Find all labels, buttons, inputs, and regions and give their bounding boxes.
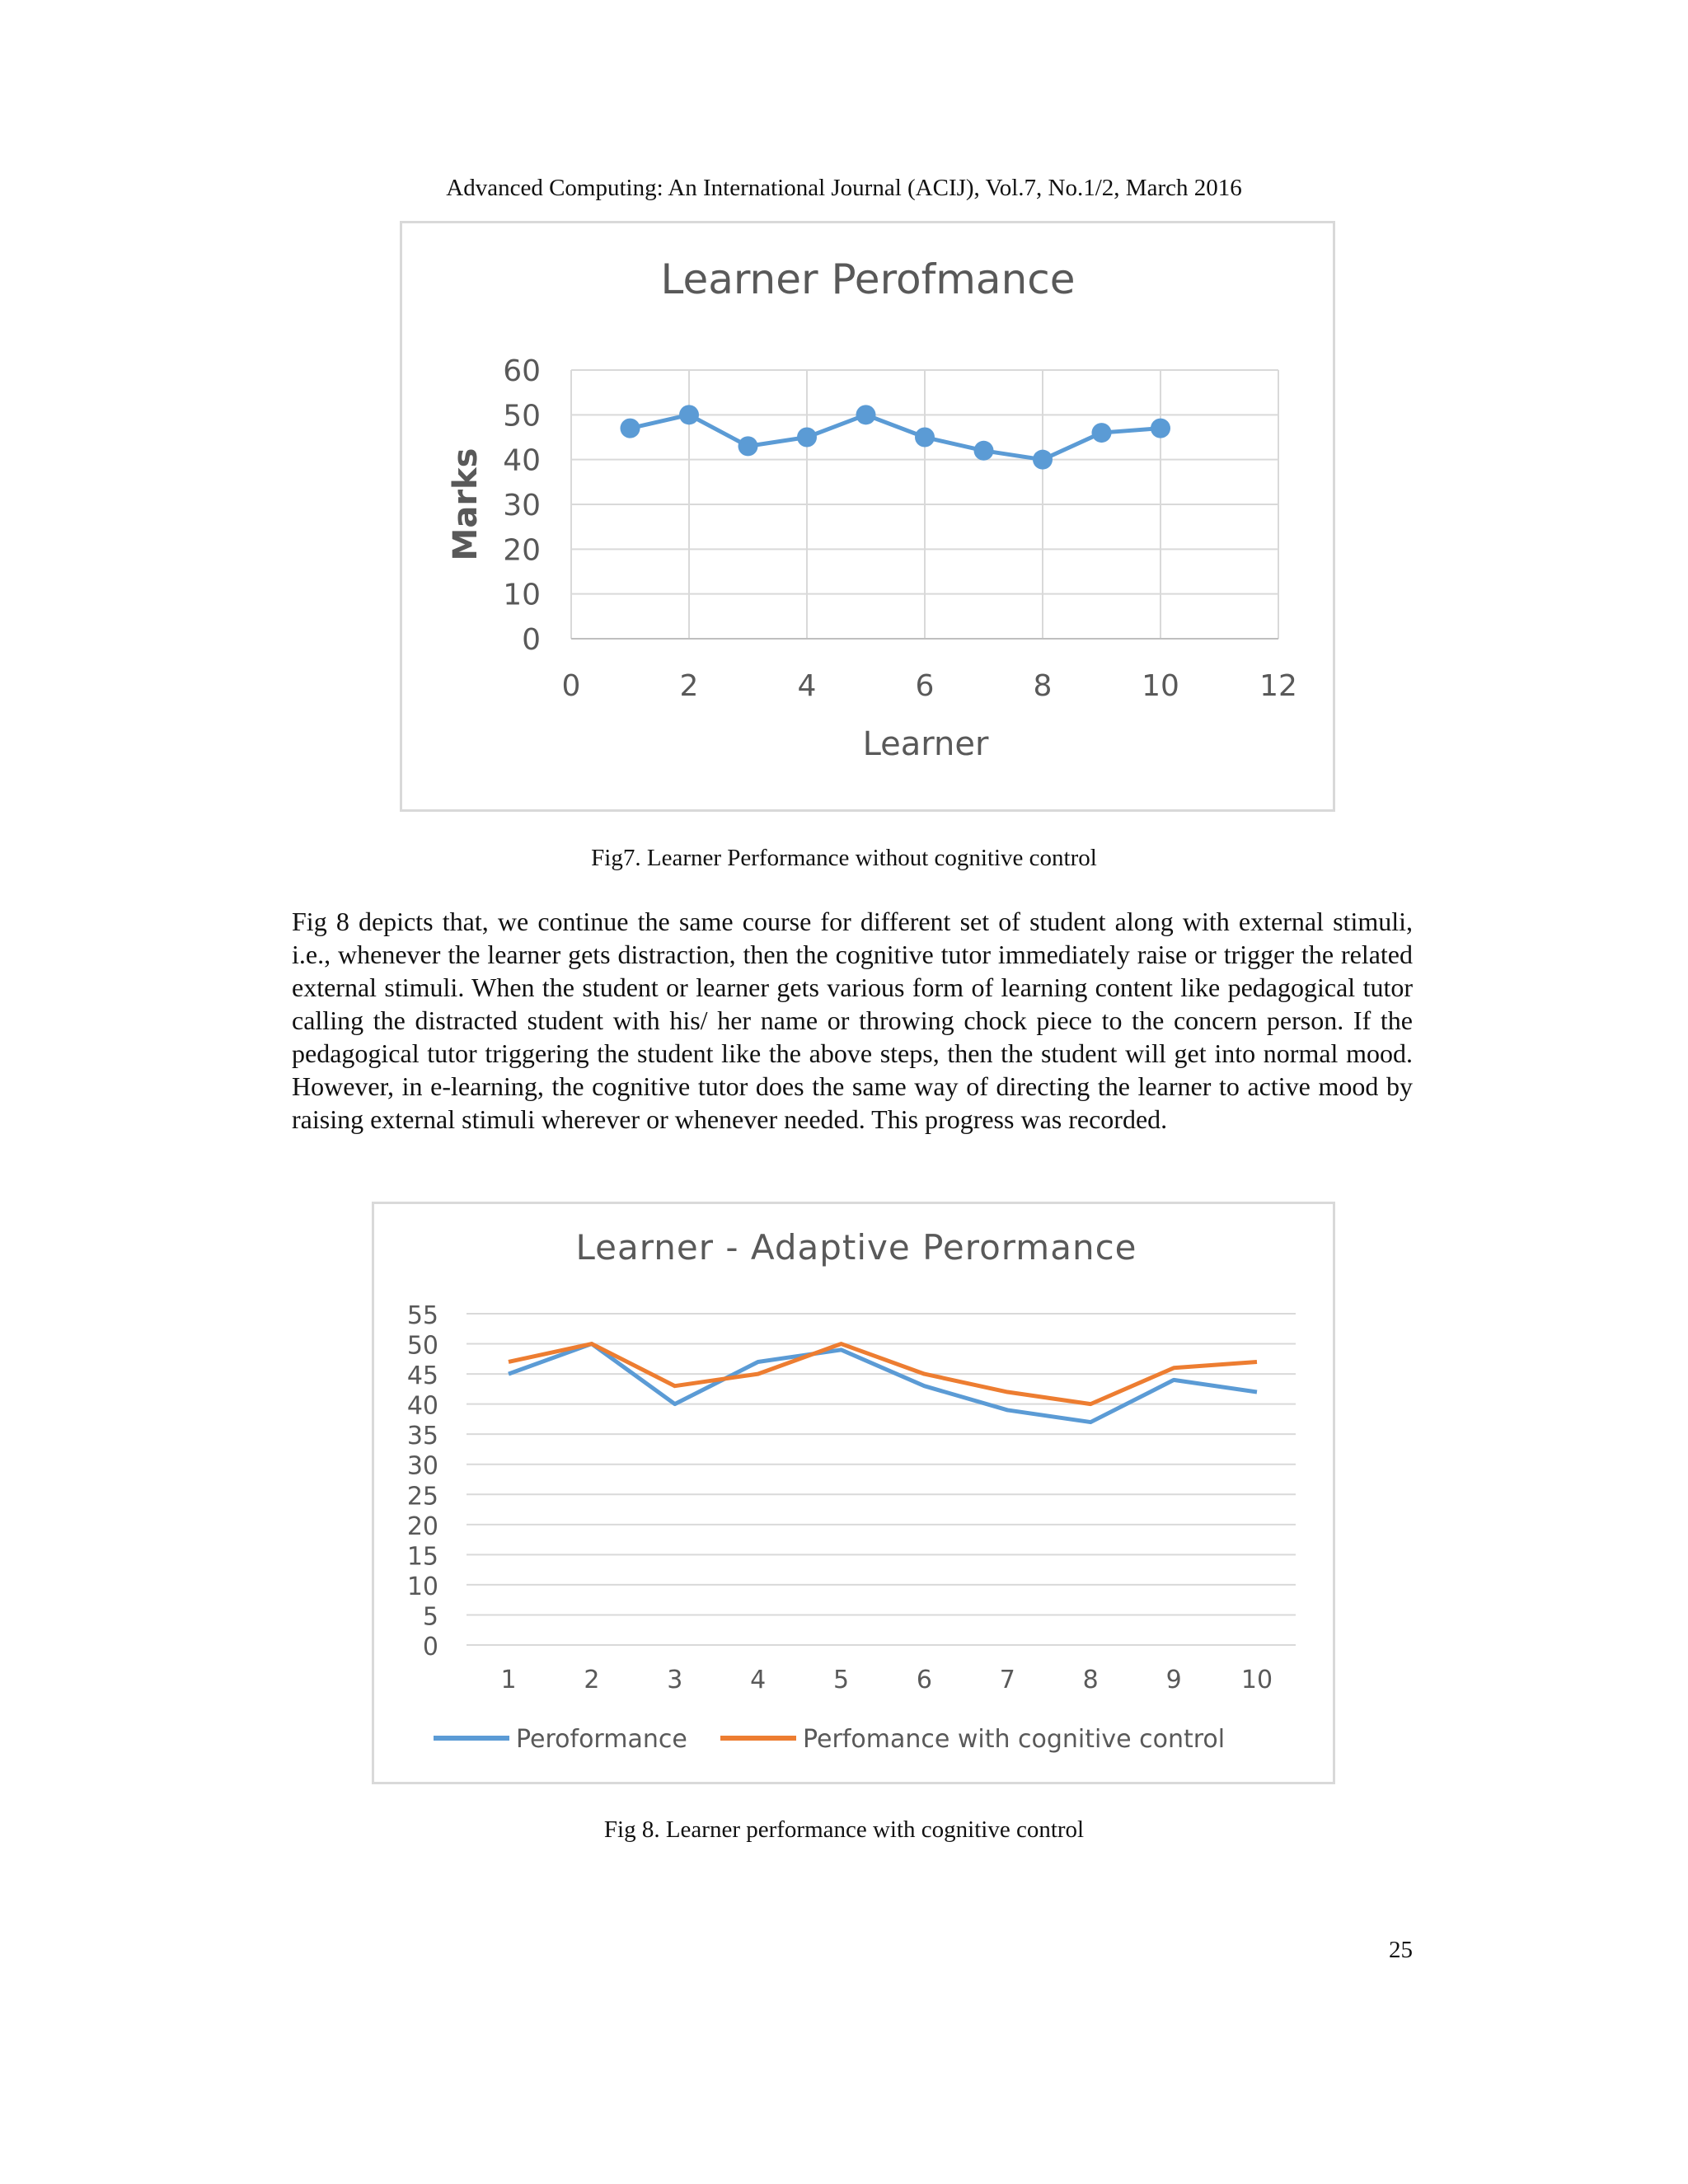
y-tick-label: 40 <box>503 443 541 478</box>
figure-7-caption: Fig7. Learner Performance without cognitive control <box>591 845 1097 871</box>
figure-8-caption: Fig 8. Learner performance with cognitive control <box>603 1816 1085 1843</box>
x-tick-label: 1 <box>500 1666 517 1694</box>
y-tick-label: 30 <box>503 489 541 523</box>
learner-performance-chart <box>402 223 1333 809</box>
legend-label: Peroformance <box>516 1725 687 1754</box>
x-tick-label: 10 <box>1142 669 1179 703</box>
y-tick-label: 20 <box>406 1511 438 1541</box>
y-tick-label: 50 <box>406 1331 438 1361</box>
journal-header: Advanced Computing: An International Journal (ACIJ), Vol.7, No.1/2, March 2016 <box>446 175 1242 201</box>
x-tick-label: 5 <box>833 1666 850 1694</box>
data-point <box>679 405 699 424</box>
x-tick-label: 8 <box>1082 1666 1099 1694</box>
x-tick-label: 2 <box>584 1666 600 1694</box>
y-tick-label: 15 <box>406 1542 438 1572</box>
x-tick-label: 10 <box>1240 1666 1273 1694</box>
x-tick-label: 2 <box>679 669 699 703</box>
x-axis-label: Learner <box>862 725 989 763</box>
y-tick-label: 55 <box>406 1301 438 1330</box>
legend-label: Perfomance with cognitive control <box>803 1725 1226 1754</box>
y-tick-label: 20 <box>503 533 541 568</box>
figure-8 <box>372 1202 1335 1784</box>
x-tick-label: 0 <box>561 669 581 703</box>
data-point <box>621 419 640 438</box>
y-tick-label: 35 <box>406 1422 438 1451</box>
data-point <box>797 428 817 448</box>
y-tick-label: 45 <box>406 1361 438 1391</box>
data-point <box>738 436 758 456</box>
adaptive-performance-chart <box>374 1204 1333 1782</box>
data-point <box>1033 450 1053 470</box>
y-tick-label: 60 <box>503 354 541 388</box>
chart-title: Learner - Adaptive Perormance <box>575 1227 1137 1268</box>
x-tick-label: 9 <box>1165 1666 1182 1694</box>
y-tick-label: 25 <box>406 1482 438 1511</box>
x-tick-label: 7 <box>999 1666 1015 1694</box>
x-tick-label: 12 <box>1259 669 1297 703</box>
y-tick-label: 0 <box>422 1633 438 1661</box>
series-line-performance <box>509 1344 1257 1422</box>
x-tick-label: 3 <box>667 1666 683 1694</box>
y-tick-label: 10 <box>406 1572 438 1601</box>
chart-title: Learner Perofmance <box>660 255 1076 303</box>
data-point <box>1092 423 1112 443</box>
y-tick-label: 10 <box>503 578 541 612</box>
y-tick-label: 30 <box>406 1451 438 1481</box>
x-tick-label: 6 <box>915 669 935 703</box>
y-tick-label: 0 <box>522 623 541 657</box>
x-tick-label: 4 <box>750 1666 767 1694</box>
y-tick-label: 50 <box>503 399 541 434</box>
body-paragraph: Fig 8 depicts that, we continue the same course for different set of student along with external stimuli, i.e., whenever the learner gets distraction, then the cognitive tutor immediately raise or trigger the related external stimuli. When the student or learner gets various form of learning content like pedagogical tutor calling the distracted student with his/ her name or throwing chock piece to the concern person. If the pedagogical tutor triggering the student like the above steps, then the student will get into normal mood. However, in e-learning, the cognitive tutor does the same way of directing the learner to active mood by raising external stimuli wherever or whenever needed. This progress was recorded. <box>292 907 1413 1134</box>
data-point <box>1151 419 1170 438</box>
data-point <box>856 405 876 424</box>
series-line-marks <box>631 415 1161 459</box>
x-tick-label: 6 <box>916 1666 932 1694</box>
y-tick-label: 40 <box>406 1391 438 1421</box>
x-tick-label: 4 <box>797 669 817 703</box>
x-tick-label: 8 <box>1033 669 1053 703</box>
data-point <box>974 441 994 461</box>
page-number: 25 <box>1389 1937 1413 1963</box>
data-point <box>915 428 935 448</box>
y-tick-label: 5 <box>422 1602 438 1632</box>
figure-7 <box>400 221 1335 812</box>
y-axis-label: Marks <box>447 448 485 561</box>
